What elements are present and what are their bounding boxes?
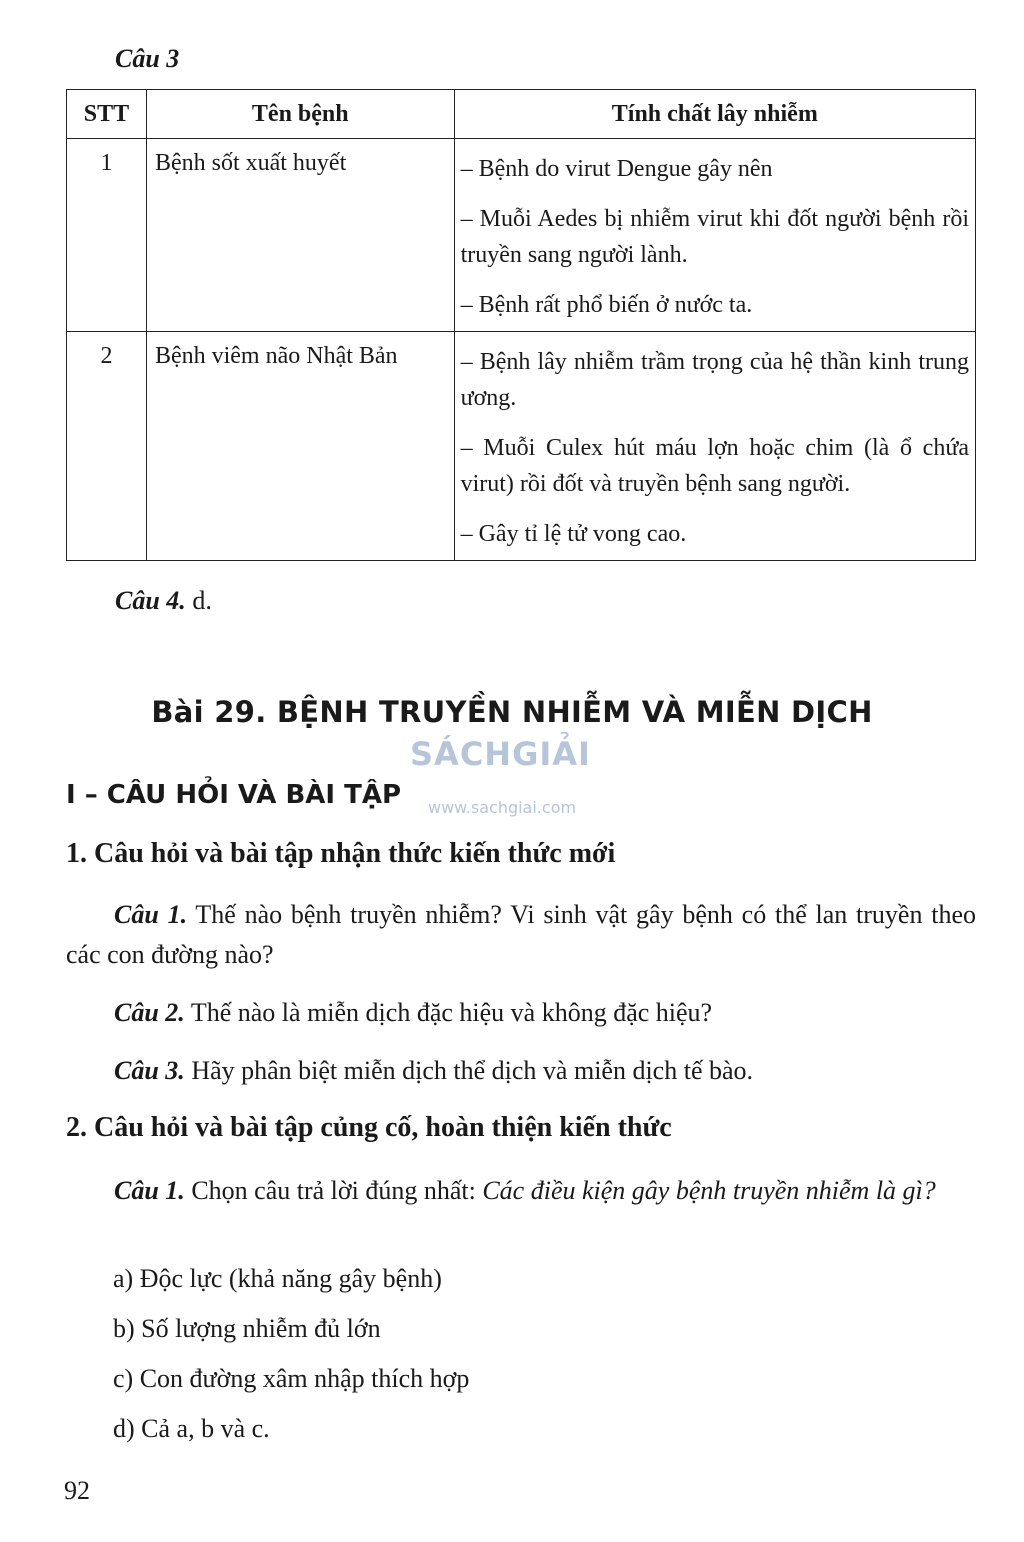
row-properties [454,139,975,332]
option-b: b) Số lượng nhiễm đủ lớn [113,1314,381,1343]
subsection-heading-1: 1. Câu hỏi và bài tập nhận thức kiến thức mới [66,838,616,869]
option-c: c) Con đường xâm nhập thích hợp [113,1364,470,1393]
option-a: a) Độc lực (khả năng gây bệnh) [113,1264,442,1293]
table-row [67,139,976,332]
question-label: Câu 1. [114,900,188,929]
question-text: Thế nào bệnh truyền nhiễm? Vi sinh vật gây bệnh có thể lan truyền theo các con đường nào? [66,900,976,969]
cau4-answer [115,586,212,616]
table-row [67,332,976,561]
question-2-1 [66,1171,976,1211]
question-text: Thế nào là miễn dịch đặc hiệu và không đặc hiệu? [184,998,713,1027]
property-item: – Muỗi Aedes bị nhiễm virut khi đốt người bệnh rồi truyền sang người lành. [460,206,969,268]
property-item: – Bệnh lây nhiễm trầm trọng của hệ thần kinh trung ương. [460,349,969,411]
header-stt: STT [67,90,147,139]
disease-table [66,89,976,561]
question-italic-text: Các điều kiện gây bệnh truyền nhiễm là gì? [482,1176,936,1205]
row-properties [454,332,975,561]
cau4-text: d. [185,586,212,615]
question-text: Chọn câu trả lời đúng nhất: [184,1176,483,1205]
cau4-label: Câu 4. [115,586,186,615]
subsection-heading-2: 2. Câu hỏi và bài tập củng cố, hoàn thiện kiến thức [66,1112,672,1143]
watermark-logo: SÁCHGIẢI [410,735,591,773]
row-disease-name: Bệnh sốt xuất huyết [146,139,454,332]
table-header-row [67,90,976,139]
question-label: Câu 2. [114,998,185,1027]
row-stt: 2 [67,332,147,561]
section-heading: I – CÂU HỎI VÀ BÀI TẬP [66,780,402,810]
watermark-url: www.sachgiai.com [428,798,577,817]
question-1-3 [66,1051,976,1091]
option-d: d) Cả a, b và c. [113,1414,270,1443]
question-1-1 [66,895,976,975]
cau3-title: Câu 3 [115,44,180,73]
property-item: – Gây tỉ lệ tử vong cao. [460,521,687,547]
property-item: – Bệnh rất phổ biến ở nước ta. [460,292,753,318]
question-text: Hãy phân biệt miễn dịch thể dịch và miễn dịch tế bào. [184,1056,754,1085]
question-1-2 [66,993,976,1033]
header-infection-properties: Tính chất lây nhiễm [454,90,975,139]
question-label: Câu 3. [114,1056,185,1085]
question-label: Câu 1. [114,1176,185,1205]
property-item: – Muỗi Culex hút máu lợn hoặc chim (là ổ chứa virut) rồi đốt và truyền bệnh sang người. [460,435,969,497]
page-number: 92 [64,1476,90,1505]
property-item: – Bệnh do virut Dengue gây nên [460,156,773,182]
header-disease-name: Tên bệnh [146,90,454,139]
lesson-title: Bài 29. BỆNH TRUYỀN NHIỄM VÀ MIỄN DỊCH [151,695,873,729]
row-stt: 1 [67,139,147,332]
row-disease-name: Bệnh viêm não Nhật Bản [146,332,454,561]
